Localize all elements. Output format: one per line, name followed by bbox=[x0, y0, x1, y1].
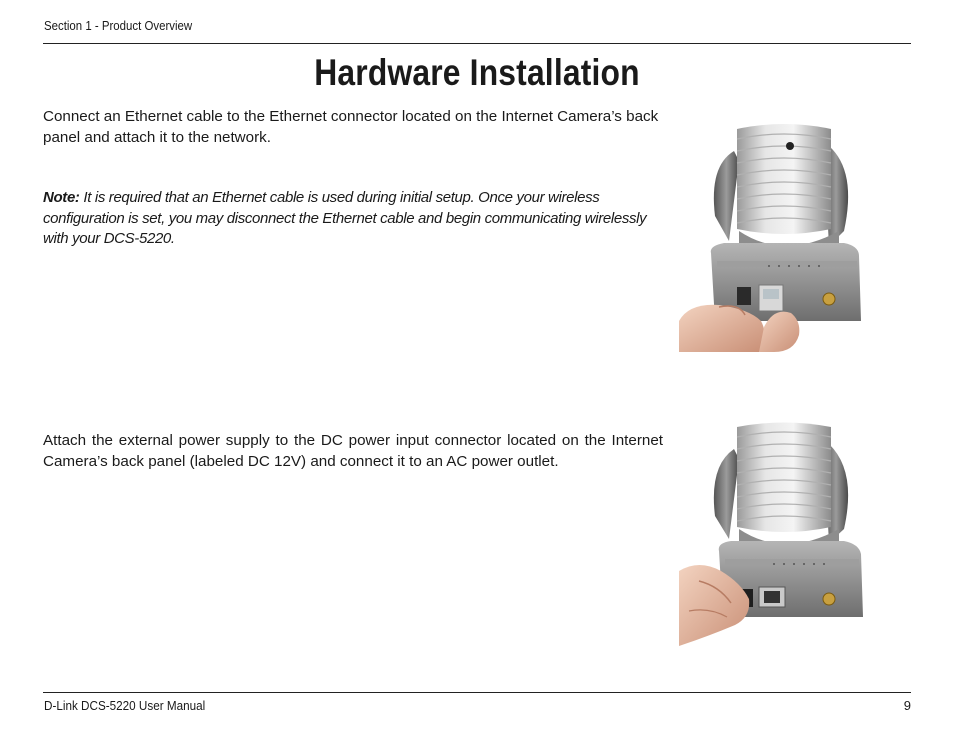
paragraph-ethernet: Connect an Ethernet cable to the Ethernet connector located on the Internet Camera’s back panel and attach it to the network. bbox=[43, 108, 659, 146]
section-header: Section 1 - Product Overview bbox=[44, 18, 193, 33]
camera-power-photo bbox=[679, 421, 863, 646]
header-rule bbox=[43, 43, 911, 44]
footer-manual-title: D-Link DCS-5220 User Manual bbox=[44, 698, 206, 713]
page-title: Hardware Installation bbox=[314, 52, 640, 93]
camera-ethernet-photo bbox=[679, 121, 863, 352]
paragraph-power: Attach the external power supply to the DC power input connector located on the Internet Camera’s back panel (labeled DC 12V) and connect it to an AC power outlet. bbox=[43, 432, 663, 470]
note-text: It is required that an Ethernet cable is used during initial setup. Once your wireless configuration is set, you may disconnect the Ethernet cable and begin communicating wirelessly with your DCS-5220. bbox=[43, 189, 647, 247]
note-paragraph bbox=[43, 188, 663, 250]
footer-rule bbox=[43, 692, 911, 693]
note-label: Note: bbox=[43, 189, 80, 206]
page-number: 9 bbox=[903, 698, 911, 713]
